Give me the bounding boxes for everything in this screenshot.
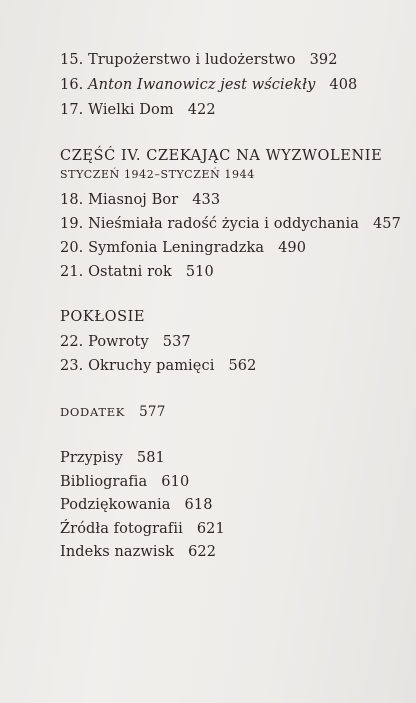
- toc-entry-page: 562: [228, 358, 257, 374]
- toc-entry-title: 21. Ostatni rok: [60, 264, 172, 280]
- toc-entry-page: 510: [185, 264, 214, 280]
- toc-entry-page: 621: [196, 521, 225, 537]
- toc-entry: [60, 521, 225, 537]
- toc-entry-title: 23. Okruchy pamięci: [60, 358, 215, 374]
- toc-entry-number: 16.: [60, 77, 89, 93]
- toc-entry-title: Źródła fotografii: [60, 521, 183, 537]
- toc-entry-page: 581: [136, 450, 165, 466]
- toc-entry: [60, 102, 216, 118]
- toc-entry: [60, 240, 306, 256]
- toc-entry-page: 408: [329, 77, 358, 93]
- part-heading: CZĘŚĆ IV. CZEKAJĄC NA WYZWOLENIE: [60, 148, 383, 164]
- toc-entry-title: 19. Nieśmiała radość życia i oddychania: [60, 216, 359, 232]
- toc-entry-title: Bibliografia: [60, 474, 148, 490]
- appendix-page: 577: [139, 404, 166, 420]
- toc-entry-title: 20. Symfonia Leningradzka: [60, 240, 265, 256]
- part-subheading: STYCZEŃ 1942–STYCZEŃ 1944: [60, 168, 255, 181]
- toc-entry-page: 610: [161, 474, 190, 490]
- toc-entry: [60, 474, 189, 490]
- toc-entry-title: 22. Powroty: [60, 334, 149, 350]
- toc-entry: [60, 450, 165, 466]
- toc-entry-page: 392: [309, 52, 338, 68]
- toc-entry-title: 17. Wielki Dom: [60, 102, 174, 118]
- toc-entry-title: Anton Iwanowicz jest wściekły: [88, 77, 316, 93]
- toc-entry: [60, 264, 214, 280]
- toc-entry-page: 618: [184, 497, 213, 513]
- toc-entry-page: 457: [372, 216, 401, 232]
- toc-entry: [60, 358, 256, 374]
- toc-entry-title: Podziękowania: [60, 497, 171, 513]
- toc-entry-title: Indeks nazwisk: [60, 544, 175, 560]
- toc-entry-page: 422: [187, 102, 216, 118]
- toc-entry: [60, 52, 338, 68]
- toc-entry-title: 15. Trupożerstwo i ludożerstwo: [60, 52, 296, 68]
- toc-entry: [60, 216, 401, 232]
- toc-entry-page: 490: [278, 240, 307, 256]
- toc-entry: [60, 544, 216, 560]
- toc-entry-title: Przypisy: [60, 450, 123, 466]
- toc-entry-title: 18. Miasnoj Bor: [60, 192, 179, 208]
- toc-entry-page: 622: [188, 544, 217, 560]
- toc-entry: [60, 77, 357, 93]
- toc-entry-page: 537: [162, 334, 191, 350]
- toc-entry: [60, 497, 213, 513]
- appendix-entry: [60, 404, 165, 420]
- appendix-title: DODATEK: [60, 405, 126, 419]
- toc-entry: [60, 192, 220, 208]
- toc-entry-page: 433: [192, 192, 221, 208]
- toc-entry: [60, 334, 191, 350]
- section-heading: POKŁOSIE: [60, 309, 146, 325]
